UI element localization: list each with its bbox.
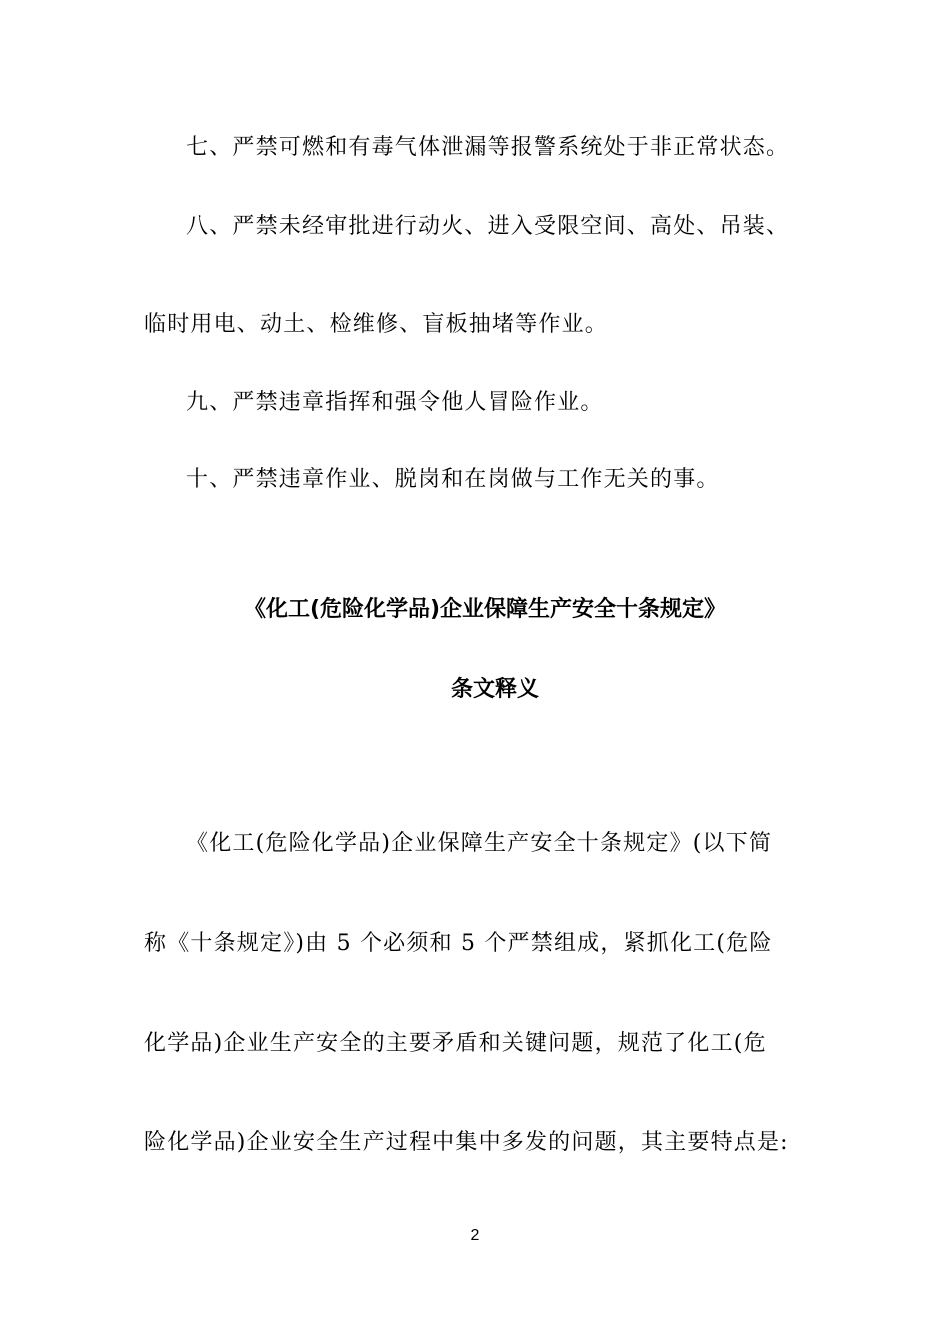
paragraph-line-1: 《化工(危险化学品)企业保障生产安全十条规定》(以下简 [186,831,773,856]
section-subtitle: 条文释义 [450,677,539,702]
rule-eight-line-2: 临时用电、动土、检维修、盲板抽堵等作业。 [144,312,609,337]
rule-seven-line: 七、严禁可燃和有毒气体泄漏等报警系统处于非正常状态。 [186,135,790,160]
rule-ten-line: 十、严禁违章作业、脱岗和在岗做与工作无关的事。 [186,467,720,492]
paragraph-line-3: 化学品)企业生产安全的主要矛盾和关键问题，规范了化工(危 [144,1031,767,1056]
paragraph-line-2: 称《十条规定》)由 5 个必须和 5 个严禁组成，紧抓化工(危险 [144,931,773,956]
rule-nine-line: 九、严禁违章指挥和强令他人冒险作业。 [186,390,604,415]
page-number: 2 [470,1227,480,1244]
paragraph-line-4: 险化学品)企业安全生产过程中集中多发的问题，其主要特点是: [144,1130,789,1155]
section-title: 《化工(危险化学品)企业保障生产安全十条规定》 [243,597,727,622]
rule-eight-line-1: 八、严禁未经审批进行动火、进入受限空间、高处、吊装、 [186,214,790,239]
